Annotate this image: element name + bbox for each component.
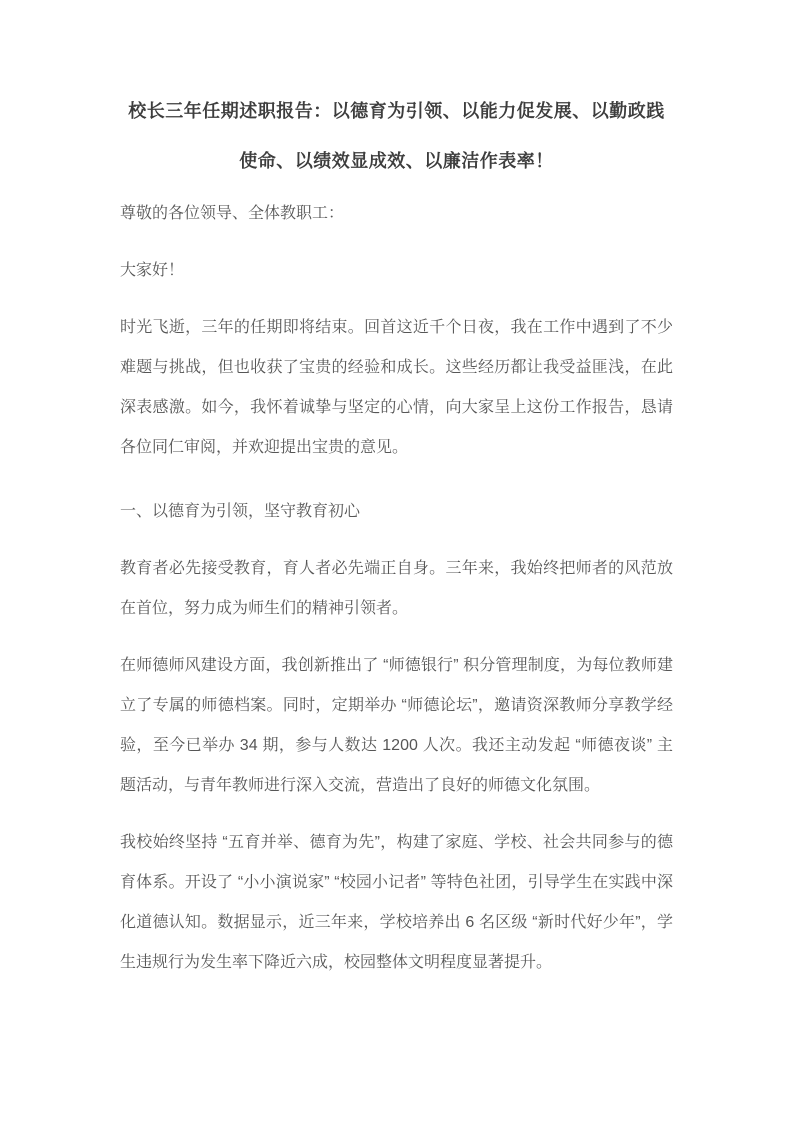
section-1-heading: 一、以德育为引领，坚守教育初心 bbox=[120, 503, 361, 520]
greeting-paragraph: 大家好！ bbox=[120, 262, 185, 279]
section-1-paragraph-1: 教育者必先接受教育，育人者必先端正自身。三年来，我始终把师者的风范放在首位，努力成为师生们的精神引领者。 bbox=[120, 560, 673, 617]
document-title: 校长三年任期述职报告：以德育为引领、以能力促发展、以勤政践使命、以绩效显成效、以廉洁作表率！ bbox=[128, 101, 665, 171]
intro-paragraph: 时光飞逝，三年的任期即将结束。回首这近千个日夜，我在工作中遇到了不少难题与挑战，但也收获了宝贵的经验和成长。这些经历都让我受益匪浅，在此深表感激。如今，我怀着诚挚与坚定的心情，向大家呈上这份工作报告，恳请各位同仁审阅，并欢迎提出宝贵的意见。 bbox=[120, 319, 673, 456]
section-1-paragraph-3: 我校始终坚持 “五育并举、德育为先”，构建了家庭、学校、社会共同参与的德育体系。开设了 “小小演说家” “校园小记者” 等特色社团，引导学生在实践中深化道德认知。数据显示，近三年来，学校培养出 6 名区级 “新时代好少年”，学生违规行为发生率下降近六成，校园整体文明程度显著提升。 bbox=[120, 834, 673, 971]
section-1-paragraph-2: 在师德师风建设方面，我创新推出了 “师德银行” 积分管理制度，为每位教师建立了专属的师德档案。同时，定期举办 “师德论坛”，邀请资深教师分享教学经验，至今已举办 34 期，参与人数达 1200 人次。我还主动发起 “师德夜谈” 主题活动，与青年教师进行深入交流，营造出了良好的师德文化氛围。 bbox=[120, 657, 673, 794]
salutation-paragraph: 尊敬的各位领导、全体教职工： bbox=[120, 205, 345, 222]
